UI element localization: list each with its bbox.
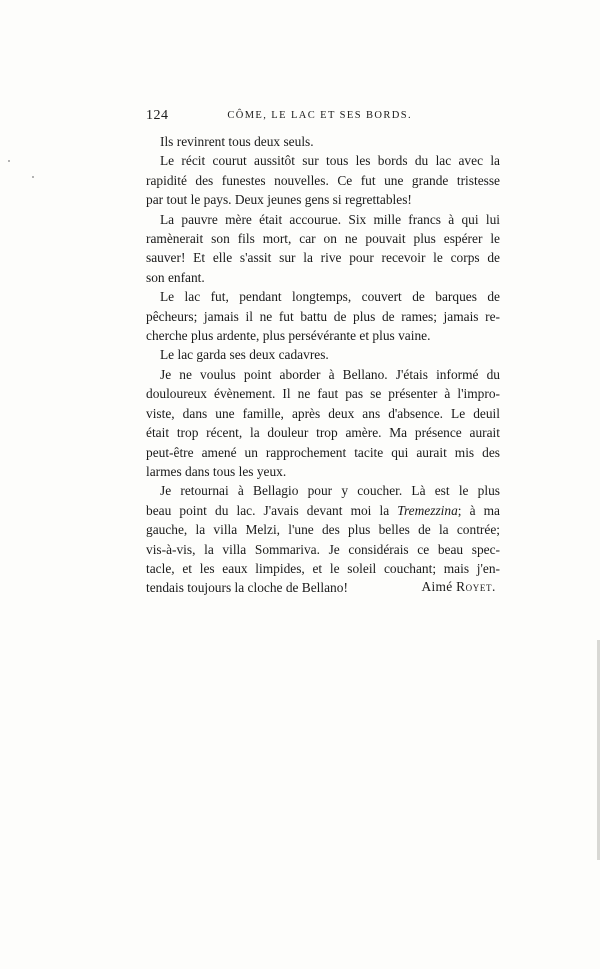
author-last-name: Royet.	[456, 579, 496, 594]
italic-place-name: Tremezzina	[397, 502, 458, 518]
text-line: Je ne voulus point aborder à Bellano. J'étais informé du	[160, 366, 500, 382]
text-line: gauche, la villa Melzi, l'une des plus belles de la contrée;	[146, 522, 500, 538]
text-line: douloureux évènement. Il ne faut pas se présenter à l'impro-	[146, 386, 500, 402]
body-text	[146, 132, 500, 598]
text-line: larmes dans tous les yeux.	[146, 463, 287, 479]
scan-speck	[8, 160, 10, 162]
text-line: beau point du lac. J'avais devant moi la Tremezzina; à ma	[146, 502, 500, 518]
text-line: viste, dans une famille, après deux ans d'absence. Le deuil	[146, 405, 500, 421]
text-line: son enfant.	[146, 269, 205, 285]
text-line: Le lac garda ses deux cadavres.	[160, 347, 329, 363]
text-line: peut-être amené un rapprochement tacite qui aurait mis des	[146, 444, 500, 460]
text-line: Le récit courut aussitôt sur tous les bords du lac avec la	[160, 153, 500, 169]
text-line: La pauvre mère était accourue. Six mille francs à qui lui	[160, 211, 500, 227]
text-line: Je retournai à Bellagio pour y coucher. Là est le plus	[160, 483, 500, 499]
running-head	[146, 108, 412, 124]
text-line: vis-à-vis, la villa Sommariva. Je considérais ce beau spec-	[146, 541, 500, 557]
running-title: CÔME, LE LAC ET SES BORDS.	[227, 110, 412, 121]
text-line: était trop récent, la douleur trop amère. Ma présence aurait	[146, 425, 500, 441]
text-line: Ils revinrent tous deux seuls.	[160, 134, 314, 149]
text-line: tacle, et les eaux limpides, et le soleil couchant; mais j'en-	[146, 560, 500, 576]
scan-speck	[32, 176, 34, 178]
text-line: ramènerait son fils mort, car on ne pouvait plus espérer le	[146, 231, 500, 247]
author-signature	[422, 579, 496, 595]
text-line: Le lac fut, pendant longtemps, couvert de barques de	[160, 289, 500, 305]
page-number: 124	[146, 108, 169, 123]
text-line: tendais toujours la cloche de Bellano!	[146, 580, 348, 596]
text-line: rapidité des funestes nouvelles. Ce fut une grande tristesse	[146, 172, 500, 188]
text-line: sauver! Et elle s'assit sur la rive pour recevoir le corps de	[146, 250, 500, 266]
text-line: par tout le pays. Deux jeunes gens si regrettables!	[146, 192, 412, 208]
text-line: pêcheurs; jamais il ne fut battu de plus de rames; jamais re-	[146, 308, 500, 324]
text-line: cherche plus ardente, plus persévérante et plus vaine.	[146, 328, 431, 344]
author-first-name: Aimé	[421, 579, 453, 594]
